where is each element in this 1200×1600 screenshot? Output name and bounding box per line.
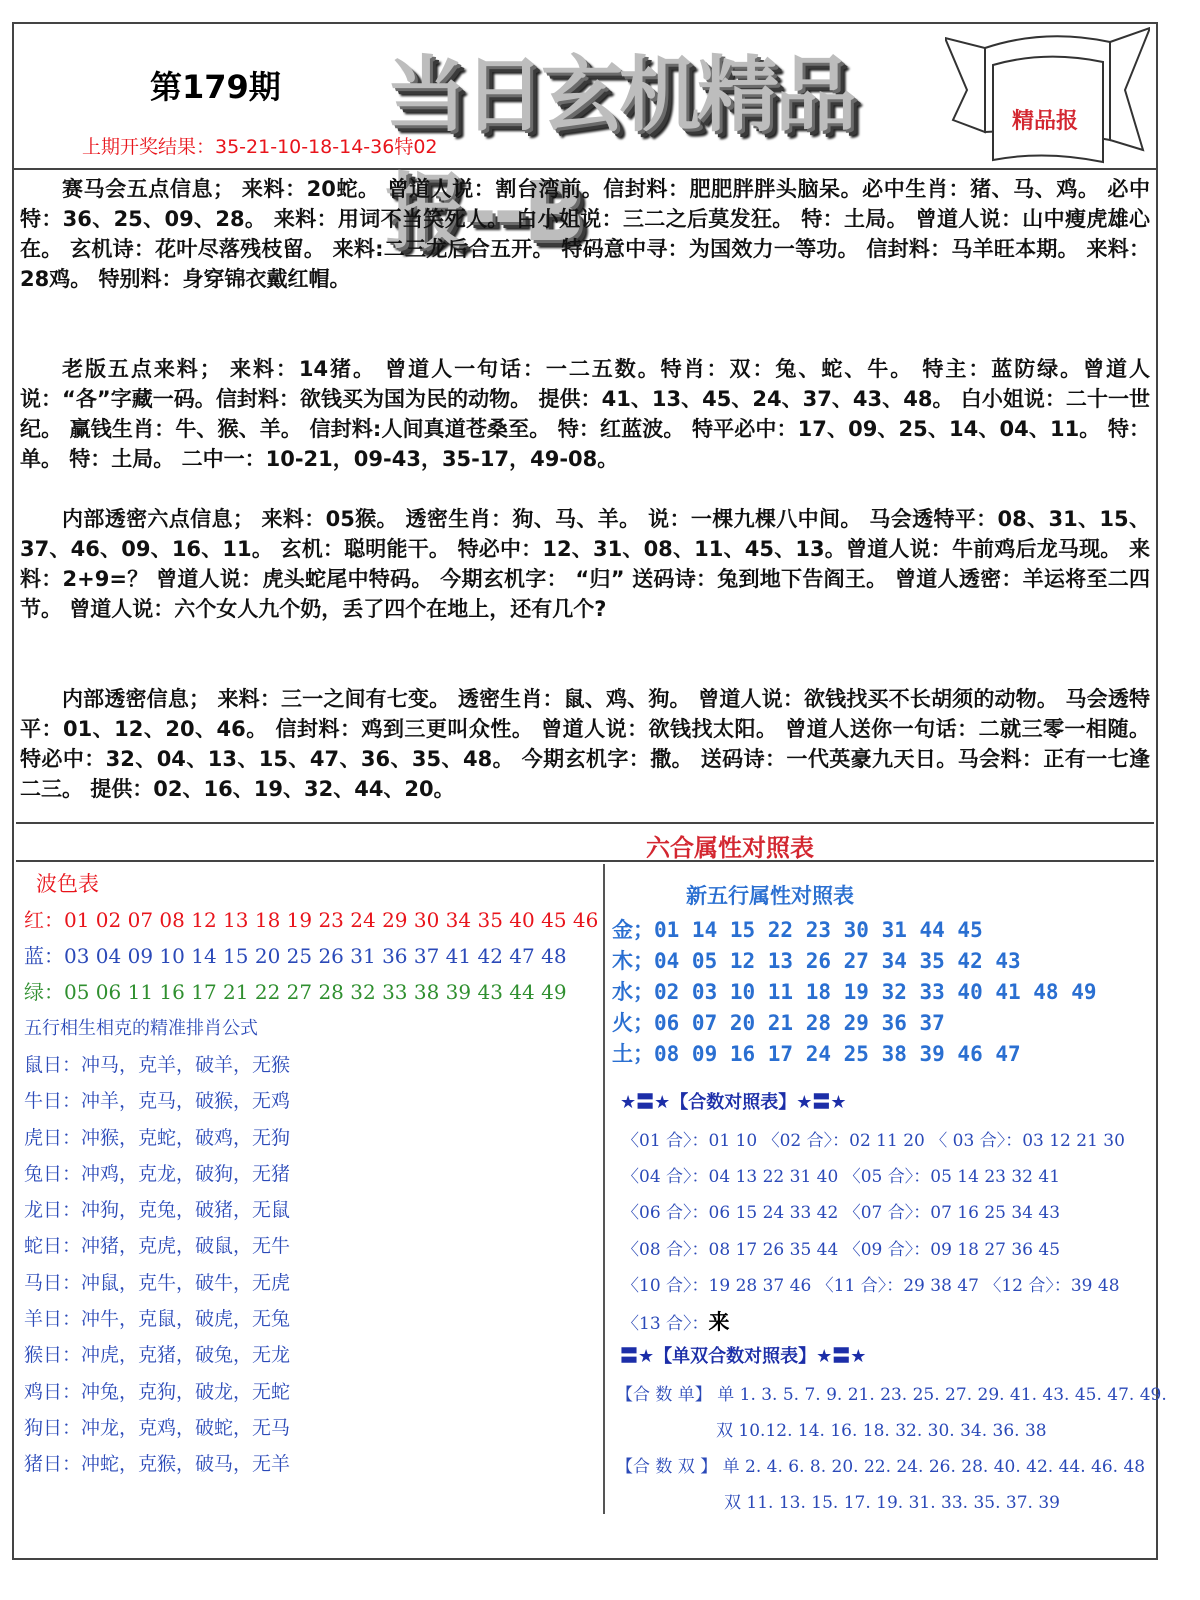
paragraph-internal-six: 内部透密六点信息； 来料：05猴。 透密生肖：狗、马、羊。 说：一棵九棵八中间。 马会透特平：08、31、15、37、46、09、16、11。 玄机：聪明能干。 特必中：12、31、08、11、45、13。曾道人说：牛前鸡后龙马现。 来料：2+9=？ 曾道人说：虎头蛇尾中特码。 今期玄机字： “归” 送码诗：兔到地下告阎王。 曾道人透密：羊运将至二四节。 曾道人说：六个女人九个奶，丢了四个在地上，还有几个? <box>20 507 1150 621</box>
heshu-row-13-value: 来 <box>708 1309 730 1334</box>
odd-sum-shuang: 双 10.12. 14. 16. 18. 32. 30. 34. 36. 38 <box>716 1421 1047 1441</box>
day-row: 狗日：冲龙，克鸡，破蛇，无马 <box>24 1417 291 1439</box>
section-title: 六合属性对照表 <box>646 834 814 862</box>
wuxing-row-water: 水；02 03 10 11 18 19 32 33 40 41 48 49 <box>612 980 1097 1004</box>
wuxing-title: 新五行属性对照表 <box>686 884 854 908</box>
odd-sum-row <box>616 1380 1167 1405</box>
banner-title <box>385 30 945 260</box>
heshu-row: 〈10 合〉：19 28 37 46 〈11 合〉：29 38 47 〈12 合〉：39 48 <box>622 1276 1120 1296</box>
heshu-row: 〈08 合〉：08 17 26 35 44 〈09 合〉：09 18 27 36 45 <box>622 1240 1061 1260</box>
paragraph-horse-club: 赛马会五点信息； 来料：20蛇。 曾道人说：割台湾前。信封料：肥肥胖胖头脑呆。必中生肖：猪、马、鸡。 必中特：36、25、09、28。 来料：用词不当笑死人。 白小姐说：三二之后莫发狂。 特：土局。 曾道人说：山中瘦虎雄心在。 玄机诗：花叶尽落残枝留。 来料:二三龙后合五开。 特码意中寻：为国效力一等功。 信封料：马羊旺本期。 来料：28鸡。 特别料：身穿锦衣戴红帽。 <box>20 177 1150 291</box>
day-row: 鸡日：冲兔，克狗，破龙，无蛇 <box>24 1381 291 1403</box>
formula-title: 五行相生相克的精准排肖公式 <box>24 1018 258 1039</box>
section-title-bar <box>16 826 1154 862</box>
day-row: 龙日：冲狗，克兔，破猪，无鼠 <box>24 1199 291 1221</box>
wave-blue-row: 蓝：03 04 09 10 14 15 20 25 26 31 36 37 41 42 47 48 <box>24 944 567 968</box>
even-sum-dan: 单 2. 4. 6. 8. 20. 22. 24. 26. 28. 40. 42. 44. 46. 48 <box>722 1457 1146 1477</box>
even-sum-shuang: 双 11. 13. 15. 17. 19. 31. 33. 35. 37. 39 <box>724 1493 1060 1513</box>
day-row: 羊日：冲牛，克鼠，破虎，无兔 <box>24 1308 291 1330</box>
wave-green-row: 绿：05 06 11 16 17 21 22 27 28 32 33 38 39 43 44 49 <box>24 980 567 1004</box>
heshu-row: 〈04 合〉：04 13 22 31 40 〈05 合〉：05 14 23 32 41 <box>622 1167 1061 1187</box>
day-row: 马日：冲鼠，克牛，破牛，无虎 <box>24 1272 291 1294</box>
danshuang-title: 〓★【单双合数对照表】★〓★ <box>620 1346 867 1367</box>
previous-result: 上期开奖结果：35-21-10-18-14-36特02 <box>82 136 438 158</box>
banner-title-text: 当日玄机精品报--B <box>385 48 854 260</box>
heshu-row: 〈06 合〉：06 15 24 33 42 〈07 合〉：07 16 25 34 43 <box>622 1203 1061 1223</box>
wuxing-row-metal: 金；01 14 15 22 23 30 31 44 45 <box>612 918 983 942</box>
heshu-row: 〈01 合〉：01 10 〈02 合〉：02 11 20 〈 03 合〉：03 12 21 30 <box>622 1131 1125 1151</box>
day-row: 猪日：冲蛇，克猴，破马，无羊 <box>24 1453 291 1475</box>
day-row: 牛日：冲羊，克马，破猴，无鸡 <box>24 1090 291 1112</box>
day-row: 蛇日：冲猪，克虎，破鼠，无牛 <box>24 1235 291 1257</box>
column-divider <box>603 864 605 1514</box>
day-row: 虎日：冲猴，克蛇，破鸡，无狗 <box>24 1127 291 1149</box>
wave-table-title: 波色表 <box>36 872 99 896</box>
paragraph-internal: 内部透密信息； 来料：三一之间有七变。 透密生肖：鼠、鸡、狗。 曾道人说：欲钱找买不长胡须的动物。 马会透特平：01、12、20、46。 信封料：鸡到三更叫众性。 曾道人说：欲钱找太阳。 曾道人送你一句话：二就三零一相随。 特必中：32、04、13、15、47、36、35、48。 今期玄机字：撒。 送码诗：一代英豪九天日。马会料：正有一七逢二三。 提供：02、16、19、32、44、20。 <box>20 687 1150 801</box>
odd-sum-dan: 单 1. 3. 5. 7. 9. 21. 23. 25. 27. 29. 41. 43. 45. 47. 49. <box>717 1385 1167 1405</box>
paragraph-old-version: 老版五点来料； 来料：14猪。 曾道人一句话：一二五数。特肖：双：兔、蛇、牛。 特主：蓝防绿。曾道人说：“各”字藏一码。信封料：欲钱买为国为民的动物。 提供：41、13、45、24、37、43、48。 白小姐说：二十一世纪。 赢钱生肖：牛、猴、羊。 信封料:人间真道苍桑至。 特：红蓝波。 特平必中：17、09、25、14、04、11。 特：单。 特：土局。 二中一：10-21，09-43，35-17，49-08。 <box>20 357 1150 471</box>
ribbon-label: 精品报 <box>1012 109 1079 134</box>
odd-sum-label: 【合 数 单】 <box>616 1385 712 1405</box>
heshu-row-13-label: 〈13 合〉： <box>622 1314 709 1334</box>
wave-red-row: 红：01 02 07 08 12 13 18 19 23 24 29 30 34 35 40 45 46 <box>24 908 599 932</box>
day-row: 猴日：冲虎，克猪，破兔，无龙 <box>24 1344 291 1366</box>
wuxing-row-wood: 木；04 05 12 13 26 27 34 35 42 43 <box>612 949 1021 973</box>
issue-number: 第179期 <box>150 68 281 106</box>
wuxing-row-earth: 土；08 09 16 17 24 25 38 39 46 47 <box>612 1042 1021 1066</box>
day-row: 鼠日：冲马，克羊，破羊，无猴 <box>24 1054 291 1076</box>
even-sum-row <box>616 1452 1145 1477</box>
heshu-row-13 <box>622 1306 730 1336</box>
wuxing-row-fire: 火；06 07 20 21 28 29 36 37 <box>612 1011 945 1035</box>
day-row: 兔日：冲鸡，克龙，破狗，无猪 <box>24 1163 291 1185</box>
even-sum-label: 【合 数 双 】 <box>616 1457 718 1477</box>
ribbon-emblem <box>945 20 1150 170</box>
info-paragraphs <box>16 172 1154 824</box>
heshu-title: ★〓★【合数对照表】★〓★ <box>620 1092 847 1113</box>
